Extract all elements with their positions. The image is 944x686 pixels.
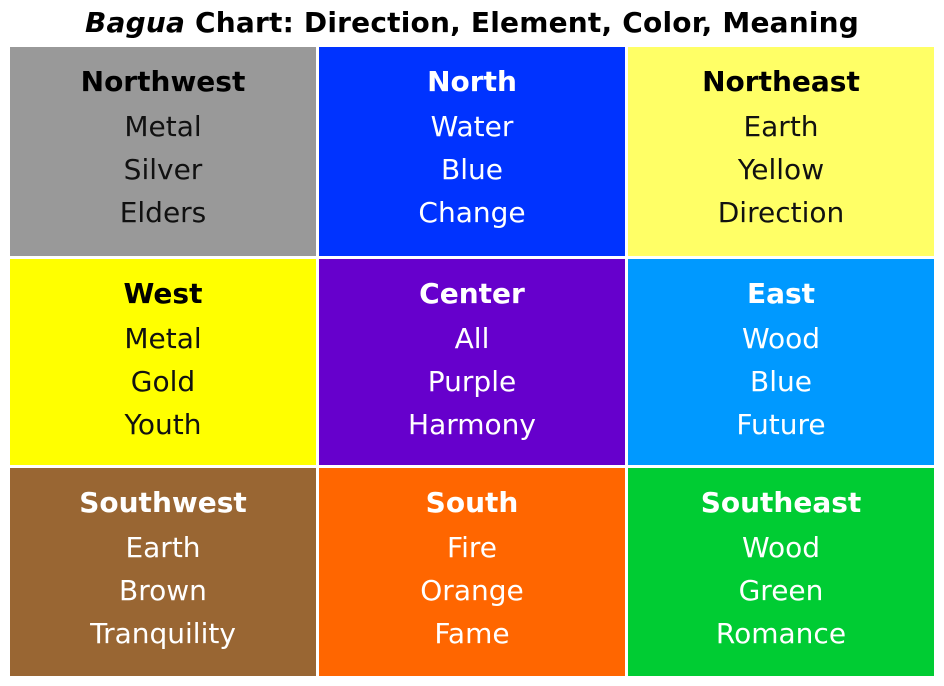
meaning-label: Direction (717, 196, 845, 229)
chart-title (0, 4, 944, 42)
element-label: Water (430, 110, 514, 143)
color-label: Blue (750, 365, 812, 398)
cell-east (628, 259, 934, 465)
direction-label: Northwest (80, 65, 246, 98)
cell-northeast (628, 47, 934, 256)
color-label: Brown (119, 574, 207, 607)
color-label: Yellow (737, 153, 825, 186)
direction-label: West (123, 277, 203, 310)
element-label: Earth (743, 110, 819, 143)
cell-center (319, 259, 625, 465)
direction-label: Northeast (702, 65, 860, 98)
cell-southeast (628, 468, 934, 676)
cell-west (10, 259, 316, 465)
color-label: Gold (130, 365, 196, 398)
color-label: Blue (441, 153, 503, 186)
bagua-grid (10, 47, 934, 676)
color-label: Purple (427, 365, 517, 398)
meaning-label: Elders (119, 196, 207, 229)
meaning-label: Fame (434, 617, 510, 650)
element-label: Wood (741, 322, 821, 355)
color-label: Green (738, 574, 824, 607)
direction-label: Southeast (700, 486, 862, 519)
meaning-label: Harmony (408, 408, 536, 441)
element-label: Metal (124, 110, 202, 143)
meaning-label: Future (736, 408, 826, 441)
color-label: Silver (123, 153, 203, 186)
chart-title-italic: Bagua (84, 6, 186, 39)
element-label: Metal (124, 322, 202, 355)
meaning-label: Change (418, 196, 526, 229)
direction-label: North (427, 65, 517, 98)
cell-north (319, 47, 625, 256)
meaning-label: Youth (124, 408, 202, 441)
element-label: Wood (741, 531, 821, 564)
cell-northwest (10, 47, 316, 256)
direction-label: Center (419, 277, 525, 310)
chart-title-rest: Chart: Direction, Element, Color, Meaning (185, 6, 860, 39)
direction-label: Southwest (79, 486, 247, 519)
meaning-label: Romance (715, 617, 847, 650)
element-label: All (454, 322, 490, 355)
element-label: Fire (447, 531, 497, 564)
element-label: Earth (125, 531, 201, 564)
cell-southwest (10, 468, 316, 676)
direction-label: South (425, 486, 519, 519)
cell-south (319, 468, 625, 676)
meaning-label: Tranquility (90, 617, 236, 650)
color-label: Orange (420, 574, 524, 607)
direction-label: East (746, 277, 816, 310)
